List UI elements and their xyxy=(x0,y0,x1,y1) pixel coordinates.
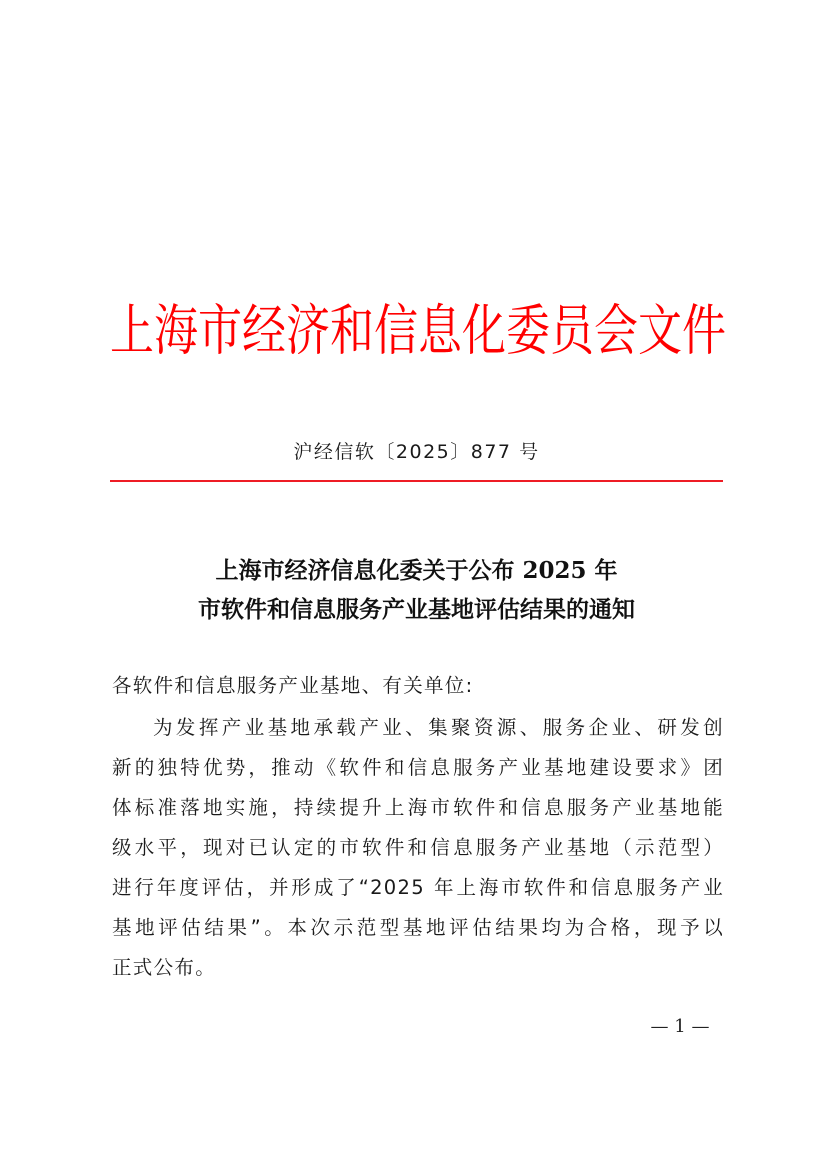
paragraph-line: 级水平，现对已认定的市软件和信息服务产业基地（示范型） xyxy=(112,836,724,859)
notice-title-line-2: 市软件和信息服务产业基地评估结果的通知 xyxy=(198,596,635,623)
body-paragraph xyxy=(112,708,724,988)
paragraph-line: 基地评估结果”。本次示范型基地评估结果均为合格，现予以 xyxy=(112,916,724,939)
paragraph-line: 体标准落地实施，持续提升上海市软件和信息服务产业基地能 xyxy=(112,796,724,819)
document-number: 沪经信软〔2025〕877 号 xyxy=(293,441,540,463)
masthead-title: 上海市经济和信息化委员会文件 xyxy=(110,299,726,364)
red-divider-line xyxy=(110,480,723,482)
paragraph-line: 正式公布。 xyxy=(112,956,217,979)
page-number: — 1 — xyxy=(650,1016,710,1037)
paragraph-line: 新的独特优势，推动《软件和信息服务产业基地建设要求》团 xyxy=(112,756,724,779)
paragraph-line: 进行年度评估，并形成了“2025 年上海市软件和信息服务产业 xyxy=(112,876,724,899)
notice-title-line-1: 上海市经济信息化委关于公布 2025 年 xyxy=(215,557,618,584)
salutation: 各软件和信息服务产业基地、有关单位: xyxy=(112,674,474,697)
paragraph-line: 为发挥产业基地承载产业、集聚资源、服务企业、研发创 xyxy=(153,716,724,739)
